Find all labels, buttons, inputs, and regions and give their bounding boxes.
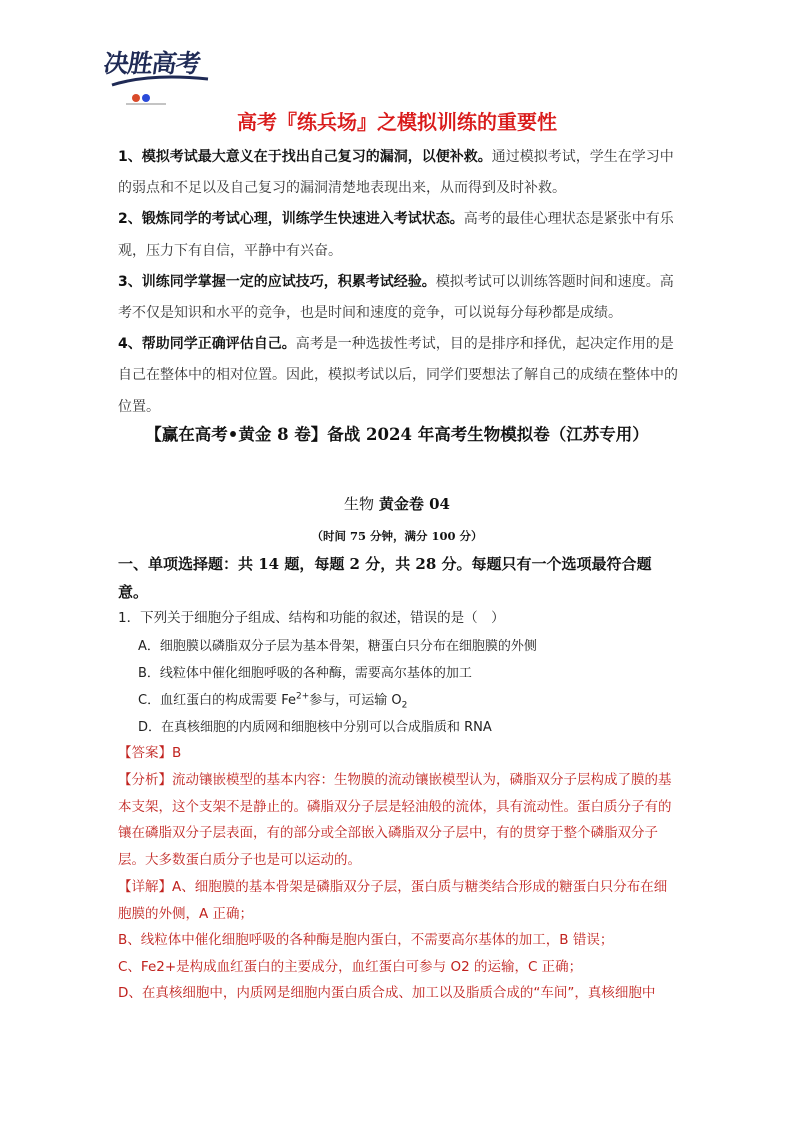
intro-text: 高考的最佳心理状态是紧张中有乐观，压力下有自信，平静中有兴奋。: [118, 211, 674, 259]
detail-paragraph: B、线粒体中催化细胞呼吸的各种酶是胞内蛋白，不需要高尔基体的加工，B 错误；: [118, 932, 614, 948]
analysis-block: [118, 767, 680, 873]
detail-label: 【详解】: [118, 879, 172, 895]
answer: [118, 741, 181, 761]
option-c-superscript: 2+: [295, 691, 310, 702]
intro-text: 通过模拟考试，学生在学习中的弱点和不足以及自己复习的漏洞清楚地表现出来，从而得到及时补救。: [118, 149, 674, 197]
answer-value: B: [172, 745, 182, 761]
intro-text: 模拟考试可以训练答题时间和速度。高考不仅是知识和水平的竞争，也是时间和速度的竞争，可以说每分每秒都是成绩。: [118, 273, 674, 322]
intro-paragraph: [118, 142, 680, 204]
option-c-middle: 参与，可运输 O: [309, 693, 402, 708]
option-c: [138, 689, 678, 711]
detail-block: [118, 874, 680, 1007]
logo-swoosh-icon: [110, 75, 210, 89]
exam-subtitle: [0, 493, 794, 514]
detail-paragraph: [118, 874, 680, 927]
logo-text: 决胜高考: [101, 49, 202, 78]
answer-label: 【答案】: [118, 745, 172, 761]
intro-text: 高考是一种选拔性考试，目的是排序和择优，起决定作用的是自己在整体中的相对位置。因此，模拟考试以后，同学们要想法了解自己的成绩在整体中的位置。: [118, 336, 678, 415]
page-title: 高考『练兵场』之模拟训练的重要性: [237, 110, 557, 134]
option-c-subscript: 2: [401, 700, 408, 711]
intro-lead: 3、训练同学掌握一定的应试技巧，积累考试经验。: [118, 273, 436, 290]
intro-lead: 2、锻炼同学的考试心理，训练学生快速进入考试状态。: [118, 211, 464, 228]
section-heading: 一、单项选择题：共 14 题，每题 2 分，共 28 分。每题只有一个选项最符合题意。: [118, 555, 652, 601]
detail-text: A、细胞膜的基本骨架是磷脂双分子层，蛋白质与糖类结合形成的糖蛋白只分布在细胞膜的外侧，A 正确；: [118, 879, 668, 922]
question-stem: 1．下列关于细胞分子组成、结构和功能的叙述，错误的是（ ）: [118, 610, 505, 626]
option-c-prefix: C．血红蛋白的构成需要 Fe: [138, 693, 296, 708]
intro-paragraph: [118, 204, 680, 266]
option-b: B．线粒体中催化细胞呼吸的各种酶，需要高尔基体的加工: [138, 666, 472, 681]
intro-paragraph: [118, 329, 680, 423]
exam-title: 【赢在高考•黄金 8 卷】备战 2024 年高考生物模拟卷（江苏专用）: [145, 425, 649, 444]
logo: [101, 42, 222, 108]
option-a: A．细胞膜以磷脂双分子层为基本骨架，糖蛋白只分布在细胞膜的外侧: [138, 639, 537, 654]
exam-subject: 生物: [344, 495, 375, 513]
option-d: D．在真核细胞的内质网和细胞核中分别可以合成脂质和 RNA: [138, 720, 492, 735]
exam-time: （时间 75 分钟，满分 100 分）: [311, 529, 483, 543]
detail-paragraph: C、Fe2+是构成血红蛋白的主要成分，血红蛋白可参与 O2 的运输，C 正确；: [118, 958, 583, 975]
analysis-paragraph: [118, 767, 680, 873]
intro-section: [118, 142, 680, 423]
analysis-text: 流动镶嵌模型的基本内容：生物膜的流动镶嵌模型认为，磷脂双分子层构成了膜的基本支架，这个支架不是静止的。磷脂双分子层是轻油般的流体，具有流动性。蛋白质分子有的镶在磷脂双分子层表面，有的部分或全部嵌入磷脂双分子层中，有的贯穿于整个磷脂双分子层。大多数蛋白质分子也是可以运动的。: [118, 772, 672, 868]
analysis-label: 【分析】: [118, 772, 172, 788]
intro-lead: 4、帮助同学正确评估自己。: [118, 336, 296, 353]
intro-paragraph: [118, 267, 680, 329]
exam-paper: 黄金卷 04: [378, 495, 450, 513]
detail-paragraph: D、在真核细胞中，内质网是细胞内蛋白质合成、加工以及脂质合成的“车间”，真核细胞中: [118, 985, 656, 1001]
logo-emblem-icon: [126, 90, 166, 106]
intro-lead: 1、模拟考试最大意义在于找出自己复习的漏洞，以便补救。: [118, 149, 492, 165]
